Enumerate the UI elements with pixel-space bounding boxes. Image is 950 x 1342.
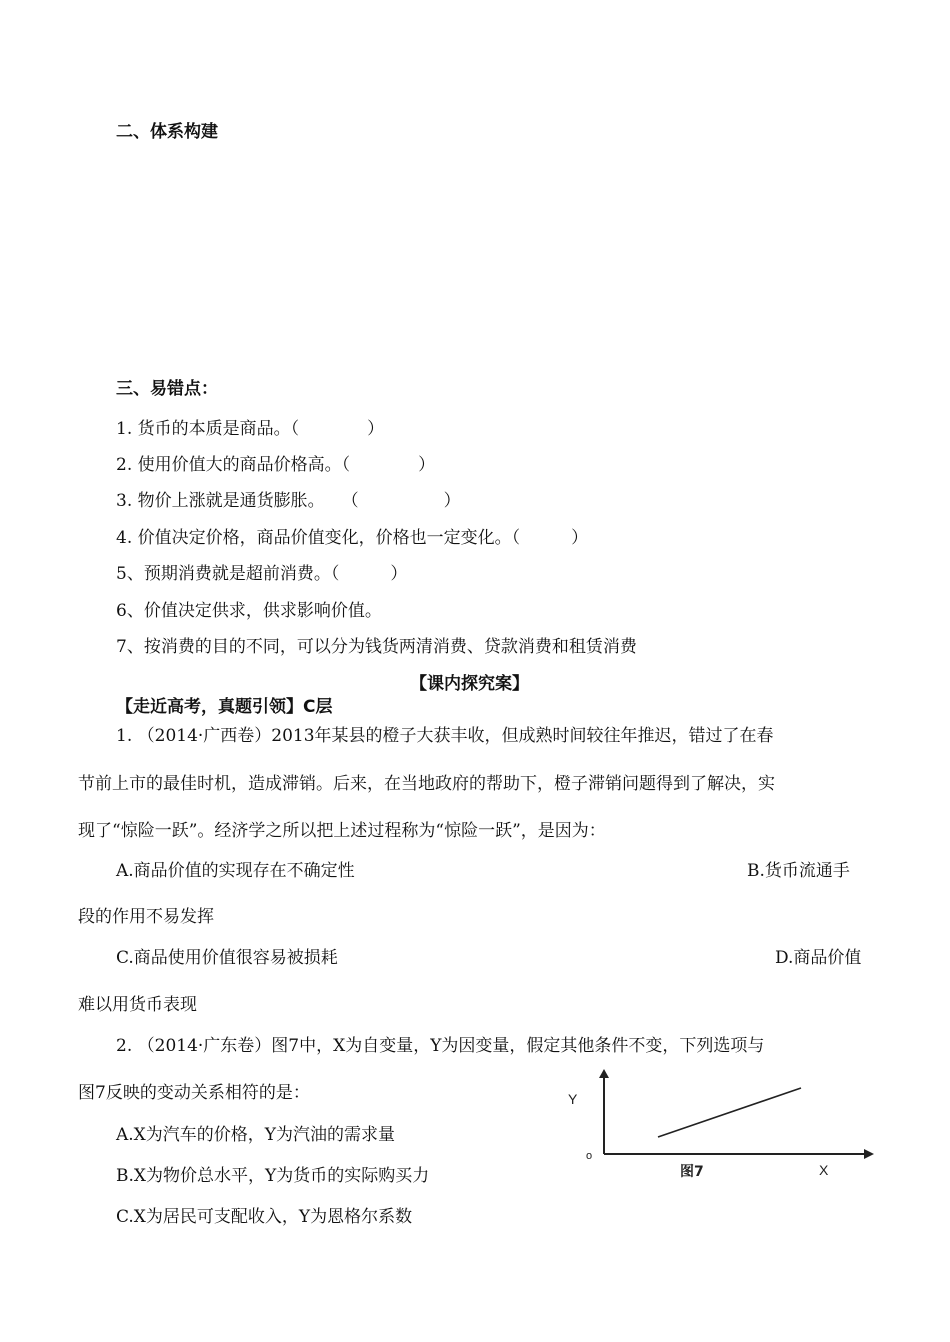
q1-stem-line-1: 1. （2014·广西卷）2013年某县的橙子大获丰收，但成熟时间较往年推迟，错过了在春	[116, 726, 774, 746]
q1-option-d-cont: 难以用货币表现	[78, 995, 197, 1015]
error-item-2: 2. 使用价值大的商品价格高。（ ）	[116, 455, 436, 475]
section3-heading: 三、易错点：	[116, 379, 218, 399]
error-item-7: 7、按消费的目的不同，可以分为钱货两清消费、贷款消费和租赁消费	[116, 637, 637, 657]
figure-7	[566, 1064, 882, 1184]
y-axis-arrow-icon	[599, 1069, 609, 1078]
explore-title: 【课内探究案】	[410, 674, 529, 694]
q1-option-b-cont: 段的作用不易发挥	[78, 907, 214, 927]
q1-option-b: B.货币流通手	[747, 861, 850, 881]
q1-stem-line-2: 节前上市的最佳时机，造成滞销。后来，在当地政府的帮助下，橙子滞销问题得到了解决，实	[78, 774, 775, 794]
explore-subtitle: 【走近高考，真题引领】C层	[116, 697, 333, 717]
section2-heading: 二、体系构建	[116, 122, 218, 142]
error-item-4: 4. 价值决定价格，商品价值变化，价格也一定变化。（ ）	[116, 528, 589, 548]
error-item-5: 5、预期消费就是超前消费。（ ）	[116, 564, 408, 584]
x-axis-label: X	[819, 1162, 829, 1178]
figure-caption: 图7	[680, 1164, 704, 1180]
q1-stem-line-3: 现了“惊险一跃”。经济学之所以把上述过程称为“惊险一跃”，是因为：	[78, 821, 606, 841]
x-axis-arrow-icon	[864, 1149, 874, 1159]
y-axis-label: Y	[568, 1091, 578, 1107]
q2-option-a: A.X为汽车的价格，Y为汽油的需求量	[116, 1125, 396, 1145]
q2-option-b: B.X为物价总水平，Y为货币的实际购买力	[116, 1166, 430, 1186]
q2-stem-line-2: 图7反映的变动关系相符的是：	[78, 1083, 310, 1103]
q1-option-a: A.商品价值的实现存在不确定性	[116, 861, 355, 881]
q1-option-c: C.商品使用价值很容易被损耗	[116, 948, 338, 968]
q2-stem-line-1: 2. （2014·广东卷）图7中，X为自变量，Y为因变量，假定其他条件不变，下列选项与	[116, 1036, 765, 1056]
error-item-1: 1. 货币的本质是商品。（ ）	[116, 419, 385, 439]
origin-label: o	[586, 1150, 593, 1162]
q2-option-c: C.X为居民可支配收入，Y为恩格尔系数	[116, 1207, 413, 1227]
error-item-6: 6、价值决定供求，供求影响价值。	[116, 601, 382, 621]
error-item-3: 3. 物价上涨就是通货膨胀。 （ ）	[116, 491, 461, 511]
q1-option-d: D.商品价值	[775, 948, 862, 968]
trend-line	[658, 1088, 801, 1137]
